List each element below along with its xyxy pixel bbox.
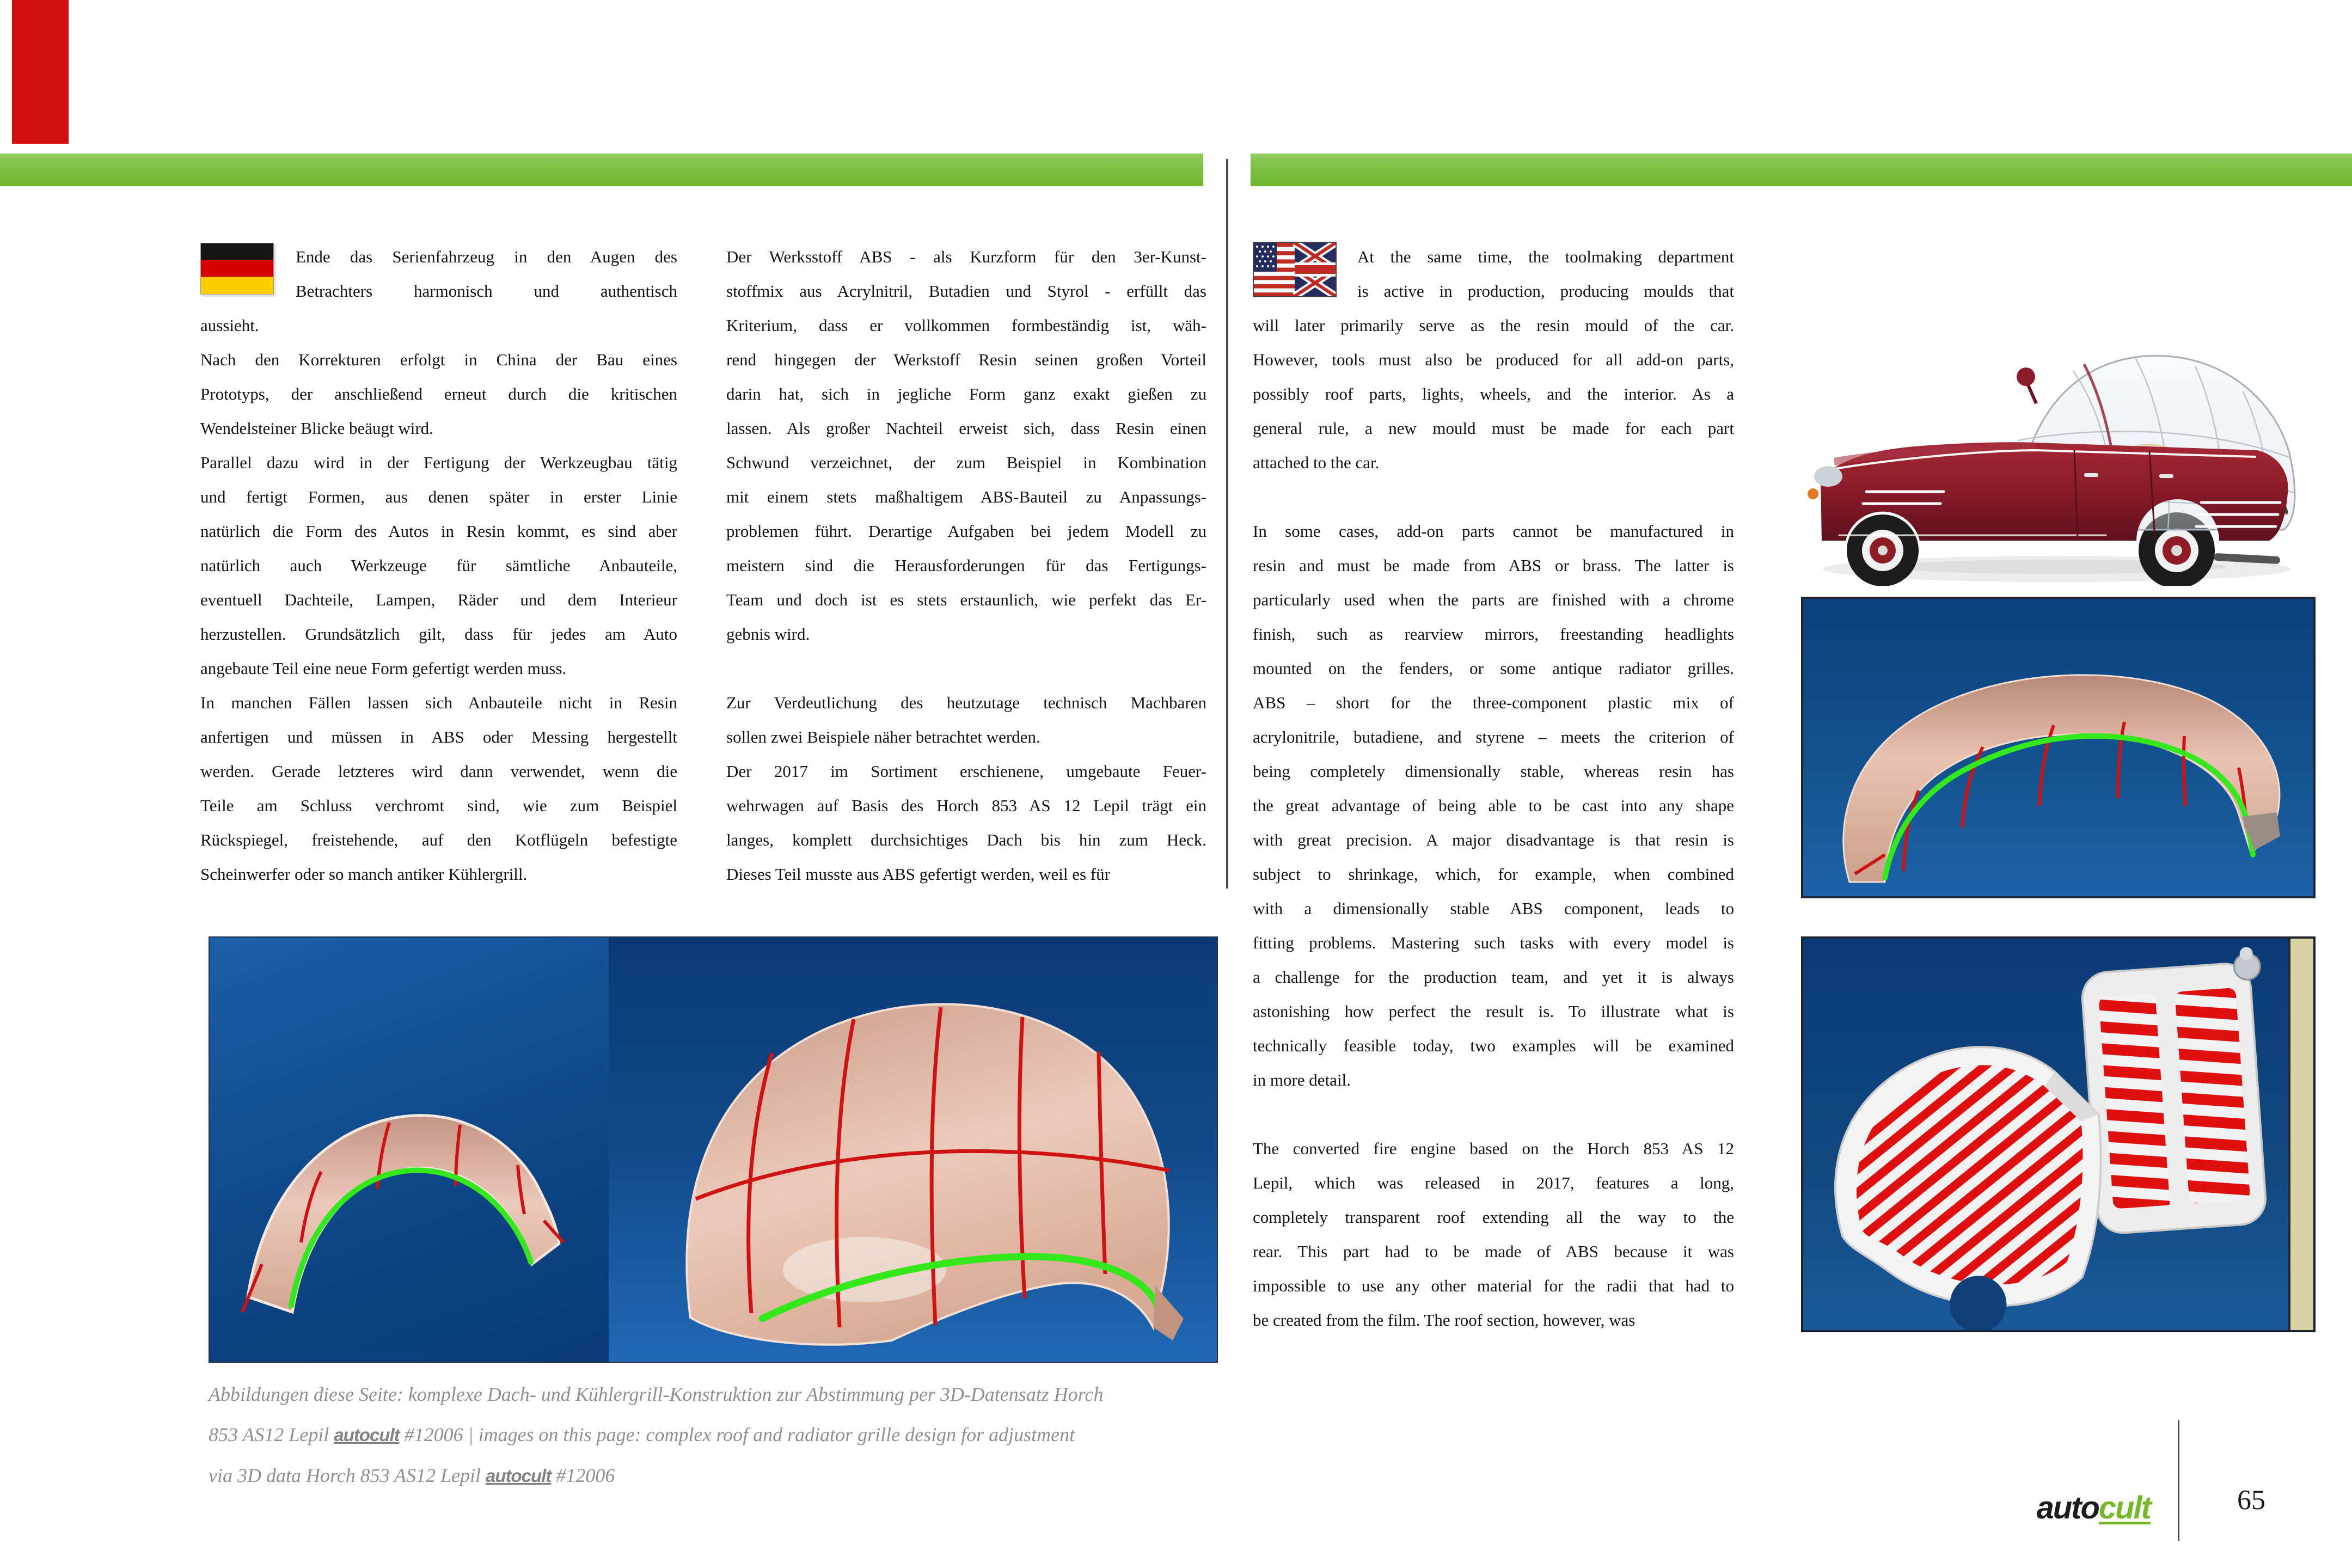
autocult-logo-word: autocult — [334, 1425, 400, 1445]
text-line: darin hat, sich in jegliche Form ganz exakt gießen zu — [726, 384, 1206, 403]
text-line: general rule, a new mould must be made for each part — [1253, 419, 1734, 438]
3d-roof-part-render — [1801, 597, 2316, 898]
text-line: Der 2017 im Sortiment erschienene, umgebaute Feuer- — [726, 762, 1206, 781]
text-line: At the same time, the toolmaking department — [1357, 247, 1734, 266]
caption-text: Abbildungen diese Seite: komplexe Dach- und Kühlergrill-Konstruktion zur Abstimmung per 3D-Datensatz Horch — [209, 1383, 1104, 1405]
text-line: herzustellen. Grundsätzlich gilt, dass für jedes am Auto — [200, 624, 677, 644]
roof-rail-illustration — [210, 938, 609, 1362]
text-line: Schwund verzeichnet, der zum Beispiel in Kombination — [726, 453, 1206, 472]
text-line: being completely dimensionally stable, whereas resin has — [1253, 762, 1734, 781]
german-flag-icon — [200, 243, 274, 295]
text-line: In some cases, add-on parts cannot be manufactured in — [1253, 522, 1734, 541]
page-number: 65 — [2237, 1485, 2265, 1516]
text-line: anfertigen und müssen in ABS oder Messing hergestellt — [200, 727, 677, 746]
us-uk-flag-icon — [1253, 242, 1337, 297]
text-line: completely transparent roof extending all the way to the — [1253, 1208, 1734, 1227]
blank-line — [726, 651, 1206, 685]
autocult-logo — [1960, 1490, 2151, 1526]
caption-text: #12006 | images on this page: complex roof and radiator grille design for adjustment — [399, 1424, 1075, 1445]
text-line: astonishing how perfect the result is. To illustrate what is — [1253, 1002, 1734, 1021]
roof-part-illustration — [1803, 599, 2313, 896]
text-line: technically feasible today, two examples will be examined — [1253, 1036, 1734, 1055]
german-text-column-2 — [726, 240, 1206, 891]
text-line: Nach den Korrekturen erfolgt in China der Bau eines — [200, 350, 677, 369]
text-line: Scheinwerfer oder so manch antiker Kühlergrill. — [200, 865, 528, 884]
text-line: with a dimensionally stable ABS component, leads to — [1253, 899, 1734, 918]
text-line: Dieses Teil musste aus ABS gefertigt werden, weil es für — [726, 865, 1110, 884]
text-line: be created from the film. The roof section, however, was — [1253, 1310, 1636, 1330]
text-line: eventuell Dachteile, Lampen, Räder und dem Interieur — [200, 590, 677, 609]
text-line: werden. Gerade letzteres wird dann verwendet, wenn die — [200, 762, 677, 781]
text-line: angebaute Teil eine neue Form gefertigt werden muss. — [200, 659, 567, 678]
blank-line — [1253, 480, 1734, 514]
text-line: Kriterium, dass er vollkommen formbeständig ist, wäh- — [726, 316, 1206, 335]
german-text-column-1 — [200, 240, 677, 891]
text-line: aussieht. — [200, 316, 259, 335]
car-model-photo — [1801, 312, 2316, 586]
caption-line — [209, 1455, 1243, 1496]
text-line: Betrachters harmonisch und authentisch — [296, 281, 677, 301]
text-line: stoffmix aus Acrylnitril, Butadien und Styrol - erfüllt das — [726, 281, 1206, 301]
caption-text: 853 AS12 Lepil — [209, 1424, 334, 1445]
green-header-bar-left — [0, 154, 1203, 186]
autocult-logo-word: autocult — [485, 1466, 552, 1486]
green-header-bar-right — [1251, 154, 2352, 186]
text-line: subject to shrinkage, which, for example, when combined — [1253, 865, 1734, 884]
figure-caption — [209, 1374, 1243, 1496]
text-line: resin and must be made from ABS or brass. The latter is — [1253, 556, 1734, 575]
text-line: mit einem stets maßhaltigem ABS-Bauteil zu Anpassungs- — [726, 487, 1206, 506]
grille-illustration — [1803, 939, 2288, 1330]
text-line: The converted fire engine based on the Horch 853 AS 12 — [1253, 1139, 1734, 1158]
roof-render-right-panel — [609, 938, 1217, 1362]
column-divider-rule — [1226, 159, 1228, 889]
text-line: wehrwagen auf Basis des Horch 853 AS 12 Lepil trägt ein — [726, 796, 1206, 815]
text-line: und fertigt Formen, aus denen später in erster Linie — [200, 487, 677, 506]
footer-divider-rule — [2178, 1420, 2179, 1541]
text-line: sollen zwei Beispiele näher betrachtet werden. — [726, 727, 1040, 746]
text-line: lassen. Als großer Nachteil erweist sich, dass Resin einen — [726, 419, 1206, 438]
text-line: mounted on the fenders, or some antique radiator grilles. — [1253, 659, 1734, 678]
text-line: impossible to use any other material for the radii that had to — [1253, 1276, 1734, 1295]
caption-text: via 3D data Horch 853 AS12 Lepil — [209, 1465, 486, 1486]
page-edge-strip — [2288, 939, 2313, 1330]
text-line: Team und doch ist es stets erstaunlich, wie perfekt das Er- — [726, 590, 1206, 609]
car-illustration — [1801, 312, 2316, 586]
text-line: natürlich auch Werkzeuge für sämtliche Anbauteile, — [200, 556, 677, 575]
text-line: acrylonitrile, butadiene, and styrene – meets the criterion of — [1253, 727, 1734, 746]
text-line: gebnis wird. — [726, 624, 810, 644]
text-line: the great advantage of being able to be cast into any shape — [1253, 796, 1734, 815]
text-line: Der Werksstoff ABS - als Kurzform für den 3er-Kunst- — [726, 247, 1206, 266]
text-line: in more detail. — [1253, 1070, 1351, 1089]
text-line: Rückspiegel, freistehende, auf den Kotflügeln befestigte — [200, 830, 677, 849]
text-line: rend hingegen der Werkstoff Resin seinen großen Vorteil — [726, 350, 1206, 369]
red-bookmark-tab — [12, 0, 69, 144]
text-line: a challenge for the production team, and yet it is always — [1253, 967, 1734, 987]
logo-cult-text: cult — [2098, 1490, 2151, 1526]
text-line: with great precision. A major disadvantage is that resin is — [1253, 830, 1734, 849]
caption-line — [209, 1414, 1243, 1455]
roof-dome-illustration — [609, 938, 1217, 1362]
text-line: rear. This part had to be made of ABS because it was — [1253, 1242, 1734, 1261]
text-line: In manchen Fällen lassen sich Anbauteile nicht in Resin — [200, 693, 677, 712]
logo-auto-text: auto — [2036, 1490, 2099, 1526]
3d-radiator-grille-render — [1801, 936, 2316, 1332]
text-line: meistern sind die Herausforderungen für das Fertigungs- — [726, 556, 1206, 575]
3d-roof-parts-render — [209, 936, 1218, 1363]
text-line: Parallel dazu wird in der Fertigung der Werkzeugbau tätig — [200, 453, 677, 472]
text-line: attached to the car. — [1253, 453, 1380, 472]
text-line: natürlich die Form des Autos in Resin kommt, es sind aber — [200, 522, 677, 541]
text-line: is active in production, producing moulds that — [1357, 281, 1734, 301]
text-line: Wendelsteiner Blicke beäugt wird. — [200, 419, 433, 438]
text-line: will later primarily serve as the resin mould of the car. — [1253, 316, 1734, 335]
caption-text: #12006 — [551, 1465, 615, 1486]
text-line: Lepil, which was released in 2017, features a long, — [1253, 1173, 1734, 1192]
text-line: possibly roof parts, lights, wheels, and the interior. As a — [1253, 384, 1734, 403]
text-line: ABS – short for the three-component plastic mix of — [1253, 693, 1734, 712]
text-line: finish, such as rearview mirrors, freestanding headlights — [1253, 624, 1734, 644]
text-line: particularly used when the parts are finished with a chrome — [1253, 590, 1734, 609]
text-line: Prototyps, der anschließend erneut durch die kritischen — [200, 384, 677, 403]
text-line: Zur Verdeutlichung des heutzutage technisch Machbaren — [726, 693, 1206, 712]
text-line: Ende das Serienfahrzeug in den Augen des — [296, 247, 677, 266]
text-line: problemen führt. Derartige Aufgaben bei jedem Modell zu — [726, 522, 1206, 541]
roof-render-left-panel — [210, 938, 609, 1362]
english-text-column — [1253, 240, 1734, 1337]
text-line: fitting problems. Mastering such tasks with every model is — [1253, 933, 1734, 952]
text-line: Teile am Schluss verchromt sind, wie zum Beispiel — [200, 796, 677, 815]
text-line: langes, komplett durchsichtiges Dach bis hin zum Heck. — [726, 830, 1206, 849]
text-line: However, tools must also be produced for all add-on parts, — [1253, 350, 1734, 369]
blank-line — [1253, 1097, 1734, 1131]
caption-line — [209, 1374, 1243, 1414]
